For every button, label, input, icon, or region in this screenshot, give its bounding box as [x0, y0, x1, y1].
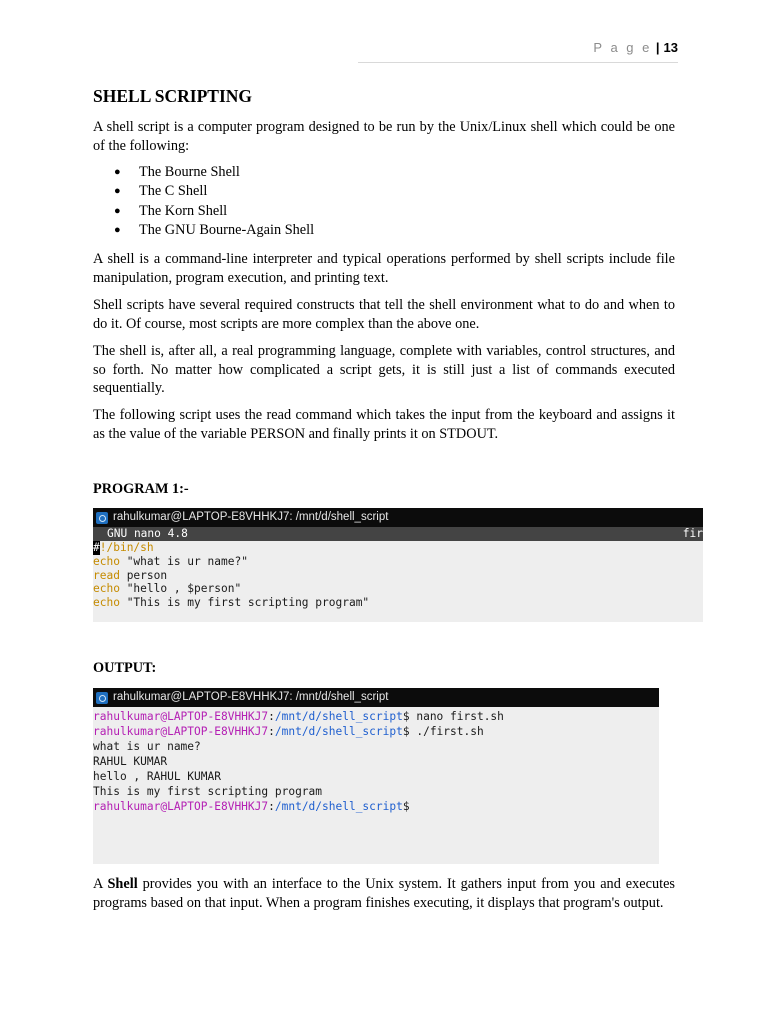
code-line — [93, 582, 703, 596]
bullet-icon: ● — [114, 166, 121, 178]
shebang-text: !/bin/sh — [99, 541, 154, 554]
page-header — [358, 40, 678, 63]
paragraph-constructs: Shell scripts have several required constructs that tell the shell environment what to do and when to do it. Of course, most scripts are more complex than the above one. — [93, 297, 675, 332]
code-args: "This is my first scripting program" — [119, 596, 370, 610]
terminal-command: nano first.sh — [409, 710, 504, 723]
code-keyword: echo — [93, 596, 120, 610]
list-item — [93, 202, 314, 221]
terminal-titlebar — [93, 508, 703, 527]
text-cursor: # — [93, 541, 100, 554]
paragraph-shell-definition: A shell is a command-line interpreter and typical operations performed by shell scripts include file manipulation, program execution, and printing text. — [93, 251, 675, 286]
code-keyword: read — [93, 568, 120, 582]
page-separator: | — [655, 40, 660, 55]
terminal-prompt-line — [93, 799, 659, 814]
program-label: PROGRAM 1:- — [93, 481, 189, 497]
terminal-icon — [96, 512, 108, 524]
page-number: 13 — [663, 40, 678, 55]
code-args: person — [119, 568, 168, 582]
list-item-text: The C Shell — [139, 183, 208, 200]
nano-filename: fir — [682, 527, 703, 540]
code-args: "what is ur name?" — [119, 554, 248, 568]
closing-paragraph — [93, 875, 675, 912]
list-item — [93, 221, 314, 240]
prompt-dollar: $ — [402, 725, 410, 738]
list-item-text: The Bourne Shell — [139, 164, 240, 180]
prompt-path: /mnt/d/shell_script — [274, 800, 403, 813]
page-word: P a g e — [593, 40, 652, 55]
program-terminal — [93, 508, 703, 622]
closing-text-start: A — [93, 876, 108, 892]
terminal-titlebar — [93, 688, 659, 707]
closing-bold-term: Shell — [107, 876, 138, 892]
terminal-prompt-line — [93, 724, 659, 739]
prompt-user: rahulkumar@LAPTOP-E8VHHKJ7 — [93, 710, 269, 723]
list-item-text: The Korn Shell — [139, 202, 228, 219]
paragraph-read-command: The following script uses the read command which takes the input from the keyboard and assigns it as the value of the variable PERSON and finally prints it on STDOUT. — [93, 407, 675, 442]
nano-header-bar — [93, 527, 703, 541]
code-line — [93, 555, 703, 569]
terminal-title: rahulkumar@LAPTOP-E8VHHKJ7: /mnt/d/shell_script — [113, 691, 389, 703]
bullet-icon: ● — [114, 204, 121, 217]
prompt-user: rahulkumar@LAPTOP-E8VHHKJ7 — [93, 725, 269, 738]
terminal-output-line: RAHUL KUMAR — [93, 755, 168, 768]
nano-version: GNU nano 4.8 — [107, 527, 188, 540]
prompt-colon: : — [268, 800, 275, 813]
terminal-output-line: hello , RAHUL KUMAR — [93, 770, 221, 783]
terminal-output-line: what is ur name? — [93, 740, 201, 753]
code-keyword: echo — [93, 582, 120, 596]
bullet-icon: ● — [114, 223, 121, 236]
prompt-user: rahulkumar@LAPTOP-E8VHHKJ7 — [93, 800, 269, 813]
closing-text-rest: provides you with an interface to the Unix system. It gathers input from you and executes programs based on that input. When a program finishes executing, it displays that program's output. — [93, 876, 675, 911]
terminal-title: rahulkumar@LAPTOP-E8VHHKJ7: /mnt/d/shell_script — [113, 511, 389, 523]
prompt-colon: : — [268, 725, 275, 738]
prompt-colon: : — [268, 710, 275, 723]
terminal-icon — [96, 692, 108, 704]
bullet-icon: ● — [114, 185, 121, 198]
terminal-prompt-line — [93, 709, 659, 724]
list-item — [93, 182, 314, 201]
shell-list — [93, 163, 314, 240]
intro-paragraph: A shell script is a computer program designed to be run by the Unix/Linux shell which could be one of the following: — [93, 119, 675, 154]
list-item — [93, 163, 314, 182]
prompt-dollar: $ — [402, 800, 410, 813]
paragraph-programming-language: The shell is, after all, a real programming language, complete with variables, control structures, and so forth. No matter how complicated a script gets, it is still just a list of commands executed sequentially. — [93, 343, 675, 396]
code-line — [93, 541, 703, 555]
list-item-text: The GNU Bourne-Again Shell — [139, 221, 315, 238]
code-line — [93, 569, 703, 583]
prompt-dollar: $ — [402, 710, 410, 723]
output-label: OUTPUT: — [93, 660, 157, 676]
page-title: SHELL SCRIPTING — [93, 86, 253, 106]
code-args: "hello , $person" — [119, 582, 242, 596]
terminal-command: ./first.sh — [409, 725, 484, 738]
code-line — [93, 596, 703, 610]
code-keyword: echo — [93, 554, 120, 568]
terminal-output-line: This is my first scripting program — [93, 785, 323, 798]
prompt-path: /mnt/d/shell_script — [274, 710, 403, 723]
output-terminal — [93, 688, 659, 864]
prompt-path: /mnt/d/shell_script — [274, 725, 403, 738]
